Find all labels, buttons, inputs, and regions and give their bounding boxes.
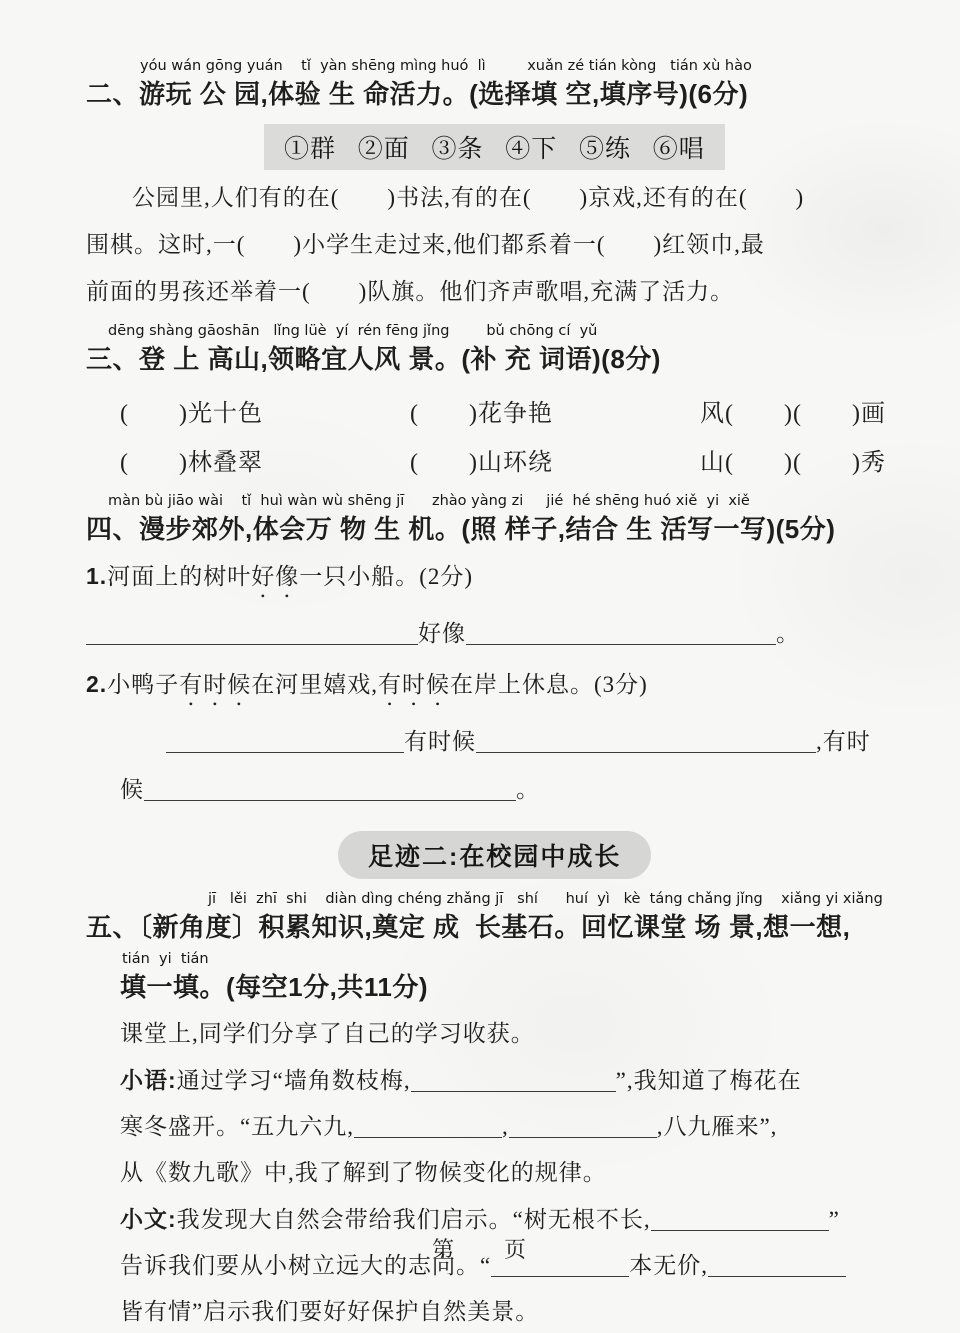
section-2-para-line: 前面的男孩还举着一( )队旗。他们齐声歌唱,充满了活力。 bbox=[86, 279, 735, 304]
answer-blank[interactable] bbox=[476, 731, 816, 753]
section-4-item-2-answer bbox=[86, 721, 888, 763]
connector-text: 有时候 bbox=[404, 729, 476, 754]
xiaoyu-line-2 bbox=[86, 1106, 888, 1148]
idiom-row bbox=[86, 393, 886, 428]
idiom-row bbox=[86, 442, 886, 477]
section-4-pinyin: màn bù jiāo wài tǐ huì wàn wù shēng jī zhào yàng zi jié hé shēng huó xiě yi xiě bbox=[108, 493, 750, 509]
idiom-blank-item[interactable]: ( )光十色 bbox=[120, 401, 263, 427]
xiaoyu-line-1 bbox=[86, 1059, 888, 1102]
sentence-text: ,八九雁来”, bbox=[656, 1114, 778, 1139]
tail-text: ,有时 bbox=[816, 729, 871, 754]
section-4-item-2 bbox=[86, 663, 888, 711]
section-4-item-1-answer bbox=[86, 613, 888, 655]
speaker-label: 小语: bbox=[120, 1067, 177, 1093]
idiom-blank-item[interactable]: 山( )( )秀 bbox=[700, 450, 886, 476]
answer-blank[interactable] bbox=[166, 731, 404, 753]
sentence-text: 寒冬盛开。“五九六九, bbox=[120, 1114, 354, 1139]
emphasized-word: 有时候 bbox=[179, 672, 252, 697]
sentence-text: 在河里嬉戏, bbox=[251, 672, 378, 697]
section-2-heading: 二、游玩 公 园,体验 生 命活力。(选择填 空,填序号)(6分) bbox=[86, 79, 749, 109]
sentence-text: 一只小船。(2分) bbox=[299, 564, 474, 589]
item-number: 2. bbox=[86, 671, 108, 697]
section-2-para-line: 围棋。这时,一( )小学生走过来,他们都系着一( )红领巾,最 bbox=[86, 232, 765, 257]
section-3-pinyin: dēng shàng gāoshān lǐng lüè yí rén fēng jǐng bǔ chōng cí yǔ bbox=[108, 323, 598, 339]
answer-blank[interactable] bbox=[86, 623, 418, 645]
period-text: 。 bbox=[516, 777, 540, 802]
section-4-item-2-answer-wrap bbox=[86, 769, 888, 811]
sentence-text: 河面上的树叶 bbox=[107, 564, 252, 589]
answer-blank[interactable] bbox=[354, 1116, 502, 1138]
section-2-para-line: 公园里,人们有的在( )书法,有的在( )京戏,还有的在( ) bbox=[132, 185, 805, 210]
sentence-text: 通过学习“墙角数枝梅, bbox=[176, 1068, 411, 1093]
idiom-blank-item[interactable]: ( )林叠翠 bbox=[120, 450, 263, 476]
xiaoyu-line-3: 从《数九歌》中,我了解到了物候变化的规律。 bbox=[120, 1160, 607, 1185]
section-3-heading: 三、登 上 高山,领略宜人风 景。(补 充 词语)(8分) bbox=[86, 344, 661, 374]
item-number: 1. bbox=[86, 563, 108, 589]
section-3 bbox=[86, 321, 888, 477]
sentence-text: 告诉我们要从小树立远大的志向。“ bbox=[120, 1253, 492, 1278]
sentence-text: 小鸭子 bbox=[107, 672, 180, 697]
idiom-blank-item[interactable]: 风( )( )画 bbox=[700, 401, 886, 427]
sentence-text: , bbox=[501, 1114, 509, 1139]
sentence-text: 本无价, bbox=[629, 1253, 708, 1278]
speaker-label: 小文: bbox=[120, 1206, 177, 1232]
answer-blank[interactable] bbox=[651, 1209, 829, 1231]
connector-text: 好像 bbox=[418, 621, 466, 646]
section-5-intro: 课堂上,同学们分享了自己的学习收获。 bbox=[120, 1021, 535, 1046]
answer-blank[interactable] bbox=[411, 1070, 616, 1092]
period-text: 。 bbox=[776, 621, 800, 646]
section-5 bbox=[86, 889, 888, 1333]
answer-blank[interactable] bbox=[509, 1116, 657, 1138]
wrap-text: 候 bbox=[120, 777, 144, 802]
section-5-heading-1: 五、〔新角度〕积累知识,奠定 成 长基石。回忆课堂 场 景,想一想, bbox=[86, 912, 851, 942]
idiom-blank-item[interactable]: ( )山环绕 bbox=[410, 450, 553, 476]
answer-blank[interactable] bbox=[466, 623, 776, 645]
word-options-box: ①群 ②面 ③条 ④下 ⑤练 ⑥唱 bbox=[264, 124, 725, 170]
emphasized-word: 有时候 bbox=[377, 672, 450, 697]
section-4-item-1 bbox=[86, 555, 888, 603]
section-5-pinyin-2: tián yi tián bbox=[122, 951, 209, 967]
unit-banner-wrap bbox=[86, 811, 888, 885]
section-5-pinyin-1: jī lěi zhī shi diàn dìng chéng zhǎng jī shí huí yì kè táng chǎng jǐng xiǎng yi xiǎng bbox=[208, 891, 883, 907]
section-5-heading-2: 填一填。(每空1分,共11分) bbox=[120, 972, 428, 1002]
answer-blank[interactable] bbox=[144, 779, 516, 801]
sentence-text: ” bbox=[828, 1207, 840, 1232]
section-4-heading: 四、漫步郊外,体会万 物 生 机。(照 样子,结合 生 活写一写)(5分) bbox=[86, 514, 836, 544]
section-2 bbox=[86, 56, 888, 315]
idiom-blank-item[interactable]: ( )花争艳 bbox=[410, 401, 553, 427]
unit-banner: 足迹二:在校园中成长 bbox=[338, 831, 651, 879]
sentence-text: 在岸上休息。(3分) bbox=[449, 672, 648, 697]
sentence-text: 我发现大自然会带给我们启示。“树无根不长, bbox=[176, 1207, 651, 1232]
emphasized-word: 好像 bbox=[251, 564, 300, 589]
page-number-footer: 第 页 bbox=[431, 1237, 528, 1262]
xiaowen-line-3: 皆有情”启示我们要好好保护自然美景。 bbox=[120, 1299, 540, 1324]
sentence-text: ”,我知道了梅花在 bbox=[615, 1068, 802, 1093]
section-2-pinyin: yóu wán gōng yuán tǐ yàn shēng mìng huó lì xuǎn zé tián kòng tián xù hào bbox=[140, 58, 752, 74]
section-4 bbox=[86, 491, 888, 811]
